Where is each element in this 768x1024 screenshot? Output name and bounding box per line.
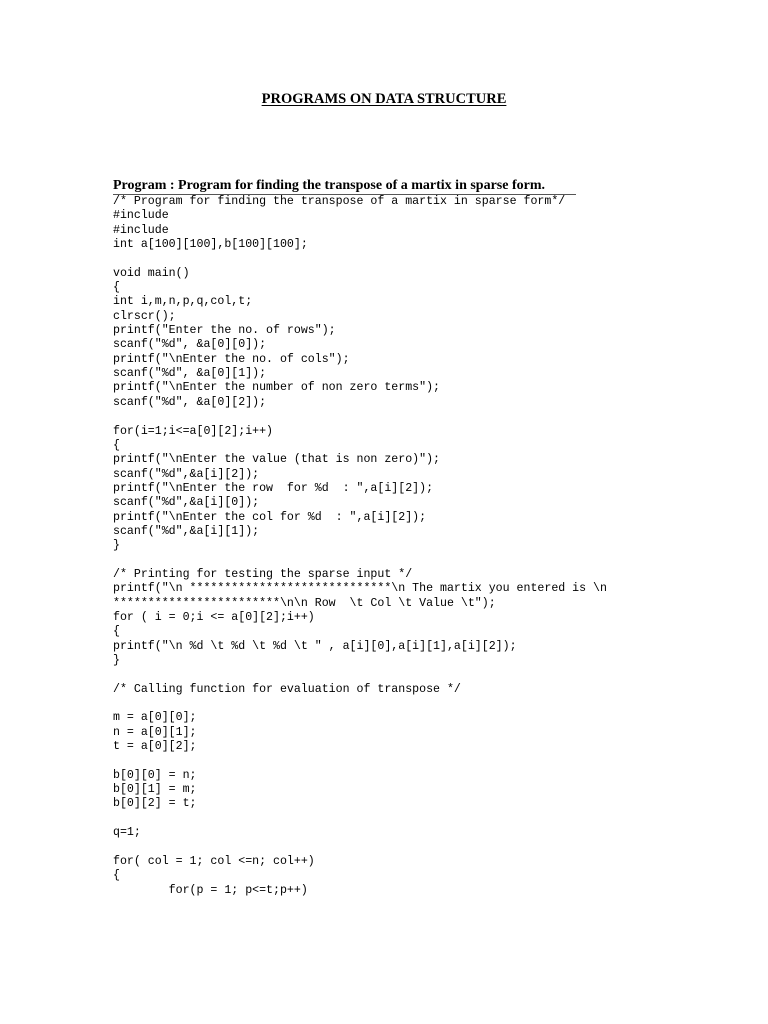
code-line: for(p = 1; p<=t;p++)	[113, 883, 308, 897]
code-line: ************************\n\n Row \t Col \t Value \t");	[113, 596, 496, 610]
code-line: printf("\nEnter the value (that is non zero)");	[113, 453, 440, 467]
code-line	[113, 668, 607, 682]
code-line: b[0][1] = m;	[113, 783, 197, 797]
code-line: /* Printing for testing the sparse input */	[113, 567, 413, 581]
code-line: printf("\n %d \t %d \t %d \t " , a[i][0],a[i][1],a[i][2]);	[113, 639, 517, 653]
code-line: b[0][0] = n;	[113, 768, 197, 782]
code-line: {	[113, 869, 120, 883]
code-line: void main()	[113, 266, 190, 280]
code-line: scanf("%d", &a[0][2]);	[113, 395, 267, 409]
code-line: printf("Enter the no. of rows");	[113, 324, 336, 338]
code-line: scanf("%d",&a[i][2]);	[113, 467, 260, 481]
code-line: /* Program for finding the transpose of a martix in sparse form*/	[113, 195, 566, 208]
code-line: m = a[0][0];	[113, 711, 197, 725]
code-line: {	[113, 438, 120, 452]
code-line: n = a[0][1];	[113, 725, 197, 739]
code-line: for(i=1;i<=a[0][2];i++)	[113, 424, 274, 438]
code-block	[113, 195, 607, 898]
code-line: scanf("%d",&a[i][1]);	[113, 524, 260, 538]
document-title	[0, 90, 768, 108]
document-title-text: PROGRAMS ON DATA STRUCTURE	[261, 91, 507, 107]
code-line: b[0][2] = t;	[113, 797, 197, 811]
code-line: printf("\nEnter the no. of cols");	[113, 352, 350, 366]
code-line: {	[113, 625, 120, 639]
program-heading: Program : Program for finding the transpose of a martix in sparse form.	[113, 178, 545, 193]
code-line: printf("\nEnter the row for %d : ",a[i][2]);	[113, 481, 434, 495]
code-line: {	[113, 281, 120, 295]
code-line: }	[113, 654, 120, 667]
code-line: printf("\n *****************************\n The martix you entered is \n	[113, 582, 607, 596]
code-line: scanf("%d", &a[0][0]);	[113, 338, 267, 352]
code-line: for( col = 1; col <=n; col++)	[113, 854, 315, 868]
code-line: }	[113, 539, 120, 553]
code-line: printf("\nEnter the number of non zero terms");	[113, 381, 440, 395]
code-line	[113, 840, 607, 854]
code-line: t = a[0][2];	[113, 740, 197, 754]
code-line	[113, 252, 607, 266]
code-line: printf("\nEnter the col for %d : ",a[i][2]);	[113, 510, 427, 524]
code-line	[113, 812, 607, 826]
code-line: scanf("%d", &a[0][1]);	[113, 367, 267, 381]
code-line: int i,m,n,p,q,col,t;	[113, 295, 253, 309]
code-line	[113, 754, 607, 768]
code-line	[113, 554, 607, 568]
code-line: #include	[113, 209, 169, 223]
code-line: /* Calling function for evaluation of transpose */	[113, 682, 461, 696]
code-line: #include	[113, 223, 169, 237]
code-line: int a[100][100],b[100][100];	[113, 238, 308, 252]
code-line	[113, 697, 607, 711]
code-line: q=1;	[113, 826, 141, 840]
code-line: scanf("%d",&a[i][0]);	[113, 496, 260, 510]
code-line	[113, 410, 607, 424]
code-line: for ( i = 0;i <= a[0][2];i++)	[113, 610, 315, 624]
code-line: clrscr();	[113, 309, 176, 323]
